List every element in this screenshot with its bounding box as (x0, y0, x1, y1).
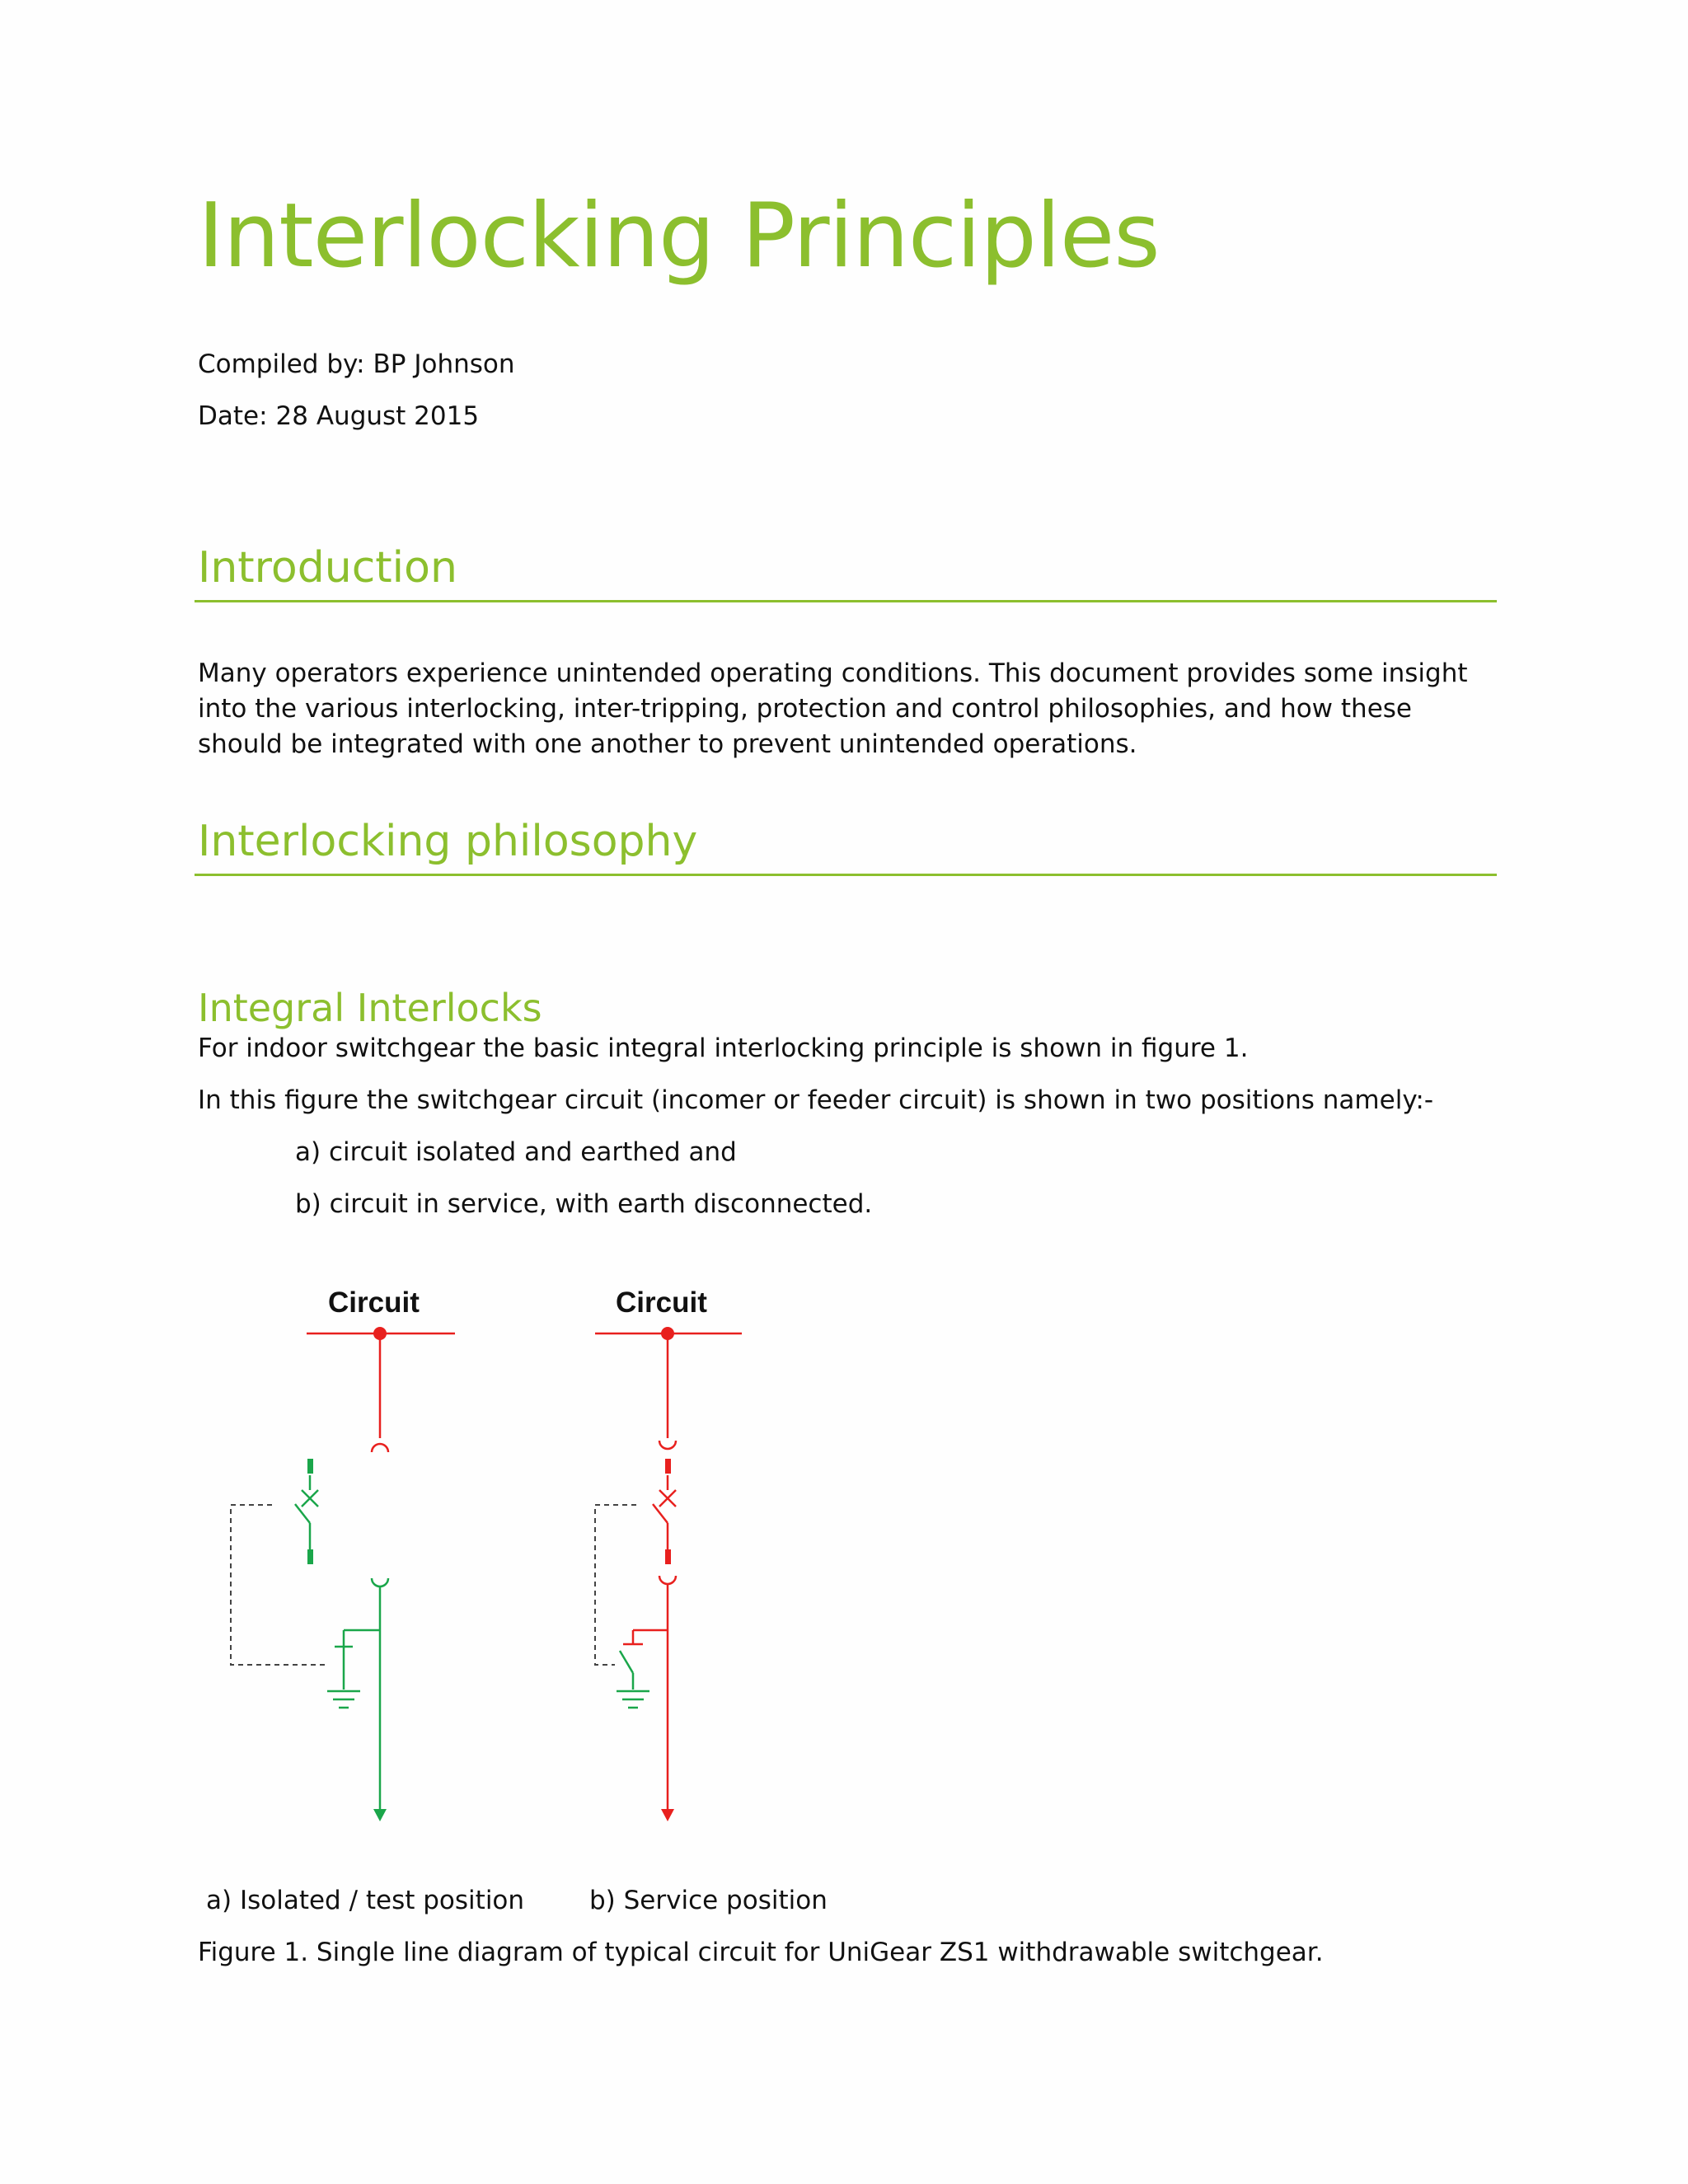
right-earth-switch-open (620, 1651, 633, 1673)
left-lower-contact (372, 1578, 388, 1586)
left-feeder-arrow (373, 1809, 387, 1821)
document-title: Interlocking Principles (198, 185, 1160, 288)
left-interlock-link (231, 1505, 326, 1665)
date-value: 28 August 2015 (275, 401, 480, 431)
left-breaker-bottom-terminal (307, 1549, 313, 1564)
right-lower-contact (659, 1576, 676, 1584)
introduction-heading: Introduction (198, 543, 457, 593)
left-breaker-top-terminal (307, 1459, 313, 1474)
integral-item-b: b) circuit in service, with earth disconnected. (295, 1189, 873, 1219)
caption-isolated: a) Isolated / test position (206, 1886, 525, 1915)
figure-caption: Figure 1. Single line diagram of typical circuit for UniGear ZS1 withdrawable switchgear. (198, 1938, 1324, 1967)
compiled-by-label: Compiled by: (198, 349, 365, 379)
date-label: Date: (198, 401, 268, 431)
integral-heading: Integral Interlocks (198, 986, 542, 1030)
right-circuit-label: Circuit (616, 1286, 707, 1319)
integral-line-2: In this figure the switchgear circuit (incomer or feeder circuit) is shown in two positions namely:- (198, 1085, 1434, 1115)
right-breaker-top-terminal (665, 1459, 671, 1474)
integral-item-a: a) circuit isolated and earthed and (295, 1137, 737, 1167)
introduction-paragraph: Many operators experience unintended operating conditions. This document provides some insight into the various interlocking, inter-tripping, protection and control philosophies, and how these should be integrated with one another to prevent unintended operations. (198, 658, 1468, 759)
left-circuit-label: Circuit (328, 1286, 420, 1319)
compiled-by-value: BP Johnson (373, 349, 515, 379)
right-breaker-bottom-terminal (665, 1549, 671, 1564)
integral-line-1: For indoor switchgear the basic integral interlocking principle is shown in figure 1. (198, 1033, 1249, 1063)
philosophy-heading: Interlocking philosophy (198, 817, 698, 866)
left-upper-contact (372, 1444, 388, 1452)
right-feeder-arrow (661, 1809, 674, 1821)
right-interlock-link (595, 1505, 636, 1665)
isolated-circuit (231, 1286, 455, 1821)
service-circuit (595, 1286, 742, 1821)
right-upper-contact (659, 1441, 676, 1449)
caption-service: b) Service position (589, 1886, 828, 1915)
